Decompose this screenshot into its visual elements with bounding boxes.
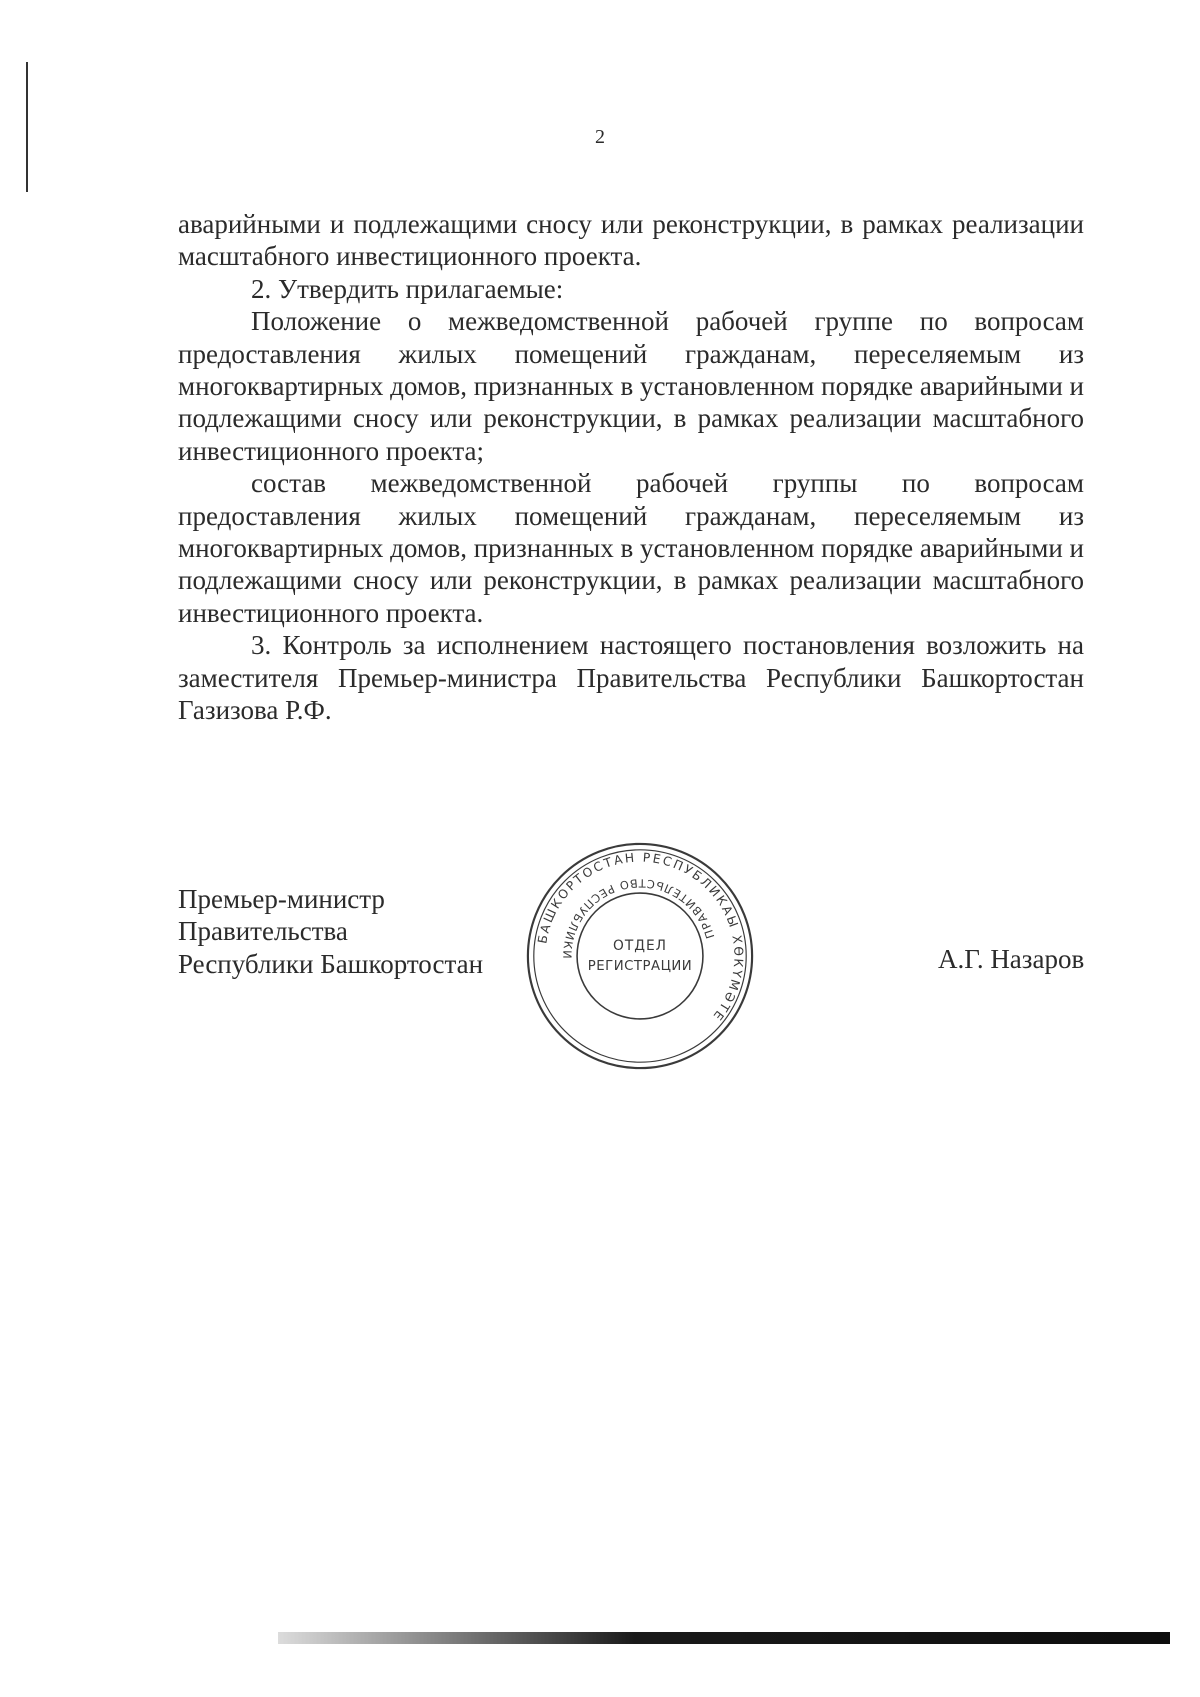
signatory-position-line: Премьер-министр bbox=[178, 884, 385, 914]
stamp-inner-text: ПРАВИТЕЛЬСТВО РЕСПУБЛИКИ bbox=[560, 876, 718, 961]
signatory-position-line: Правительства bbox=[178, 916, 348, 947]
stamp-center-line2: РЕГИСТРАЦИИ bbox=[587, 958, 693, 974]
registration-stamp bbox=[522, 838, 758, 1074]
signatory-name: А.Г. Назаров bbox=[938, 944, 1085, 974]
paragraph-item-2: 2. Утвердить прилагаемые: bbox=[251, 273, 564, 304]
paragraph-regulation: Положение о межведомственной рабочей группе по вопросам предоставления жилых помещений гражданам, переселяемым из многоквартирных домов, признанных в установленном порядке аварийными и подлежащими сносу или реконструкции, в рамках реализации масштабного инвестиционного проекта; bbox=[178, 306, 1084, 466]
signatory-position bbox=[178, 883, 483, 980]
stamp-outer-text: БАШКОРТОСТАН РЕСПУБЛИКАЫ ХӨКҮМӘТЕ bbox=[535, 850, 746, 1025]
signatory-position-line: Республики Башкортостан bbox=[178, 948, 484, 979]
document-body bbox=[178, 208, 1084, 727]
paragraph-composition: состав межведомственной рабочей группы по вопросам предоставления жилых помещений гражданам, переселяемым из многоквартирных домов, признанных в установленном порядке аварийными и подлежащими сносу или реконструкции, в рамках реализации масштабного инвестиционного проекта. bbox=[178, 468, 1084, 628]
stamp-seal-icon bbox=[522, 838, 758, 1074]
paragraph-continuation: аварийными и подлежащими сносу или реконструкции, в рамках реализации масштабного инвестиционного проекта. bbox=[178, 209, 1084, 272]
paragraph-item-3: 3. Контроль за исполнением настоящего постановления возложить на заместителя Премьер-министра Правительства Республики Башкортостан Газизова Р.Ф. bbox=[178, 630, 1084, 726]
stamp-center-line1: ОТДЕЛ bbox=[613, 938, 667, 955]
page-number: 2 bbox=[595, 126, 605, 148]
scan-bottom-edge bbox=[278, 1632, 1170, 1644]
